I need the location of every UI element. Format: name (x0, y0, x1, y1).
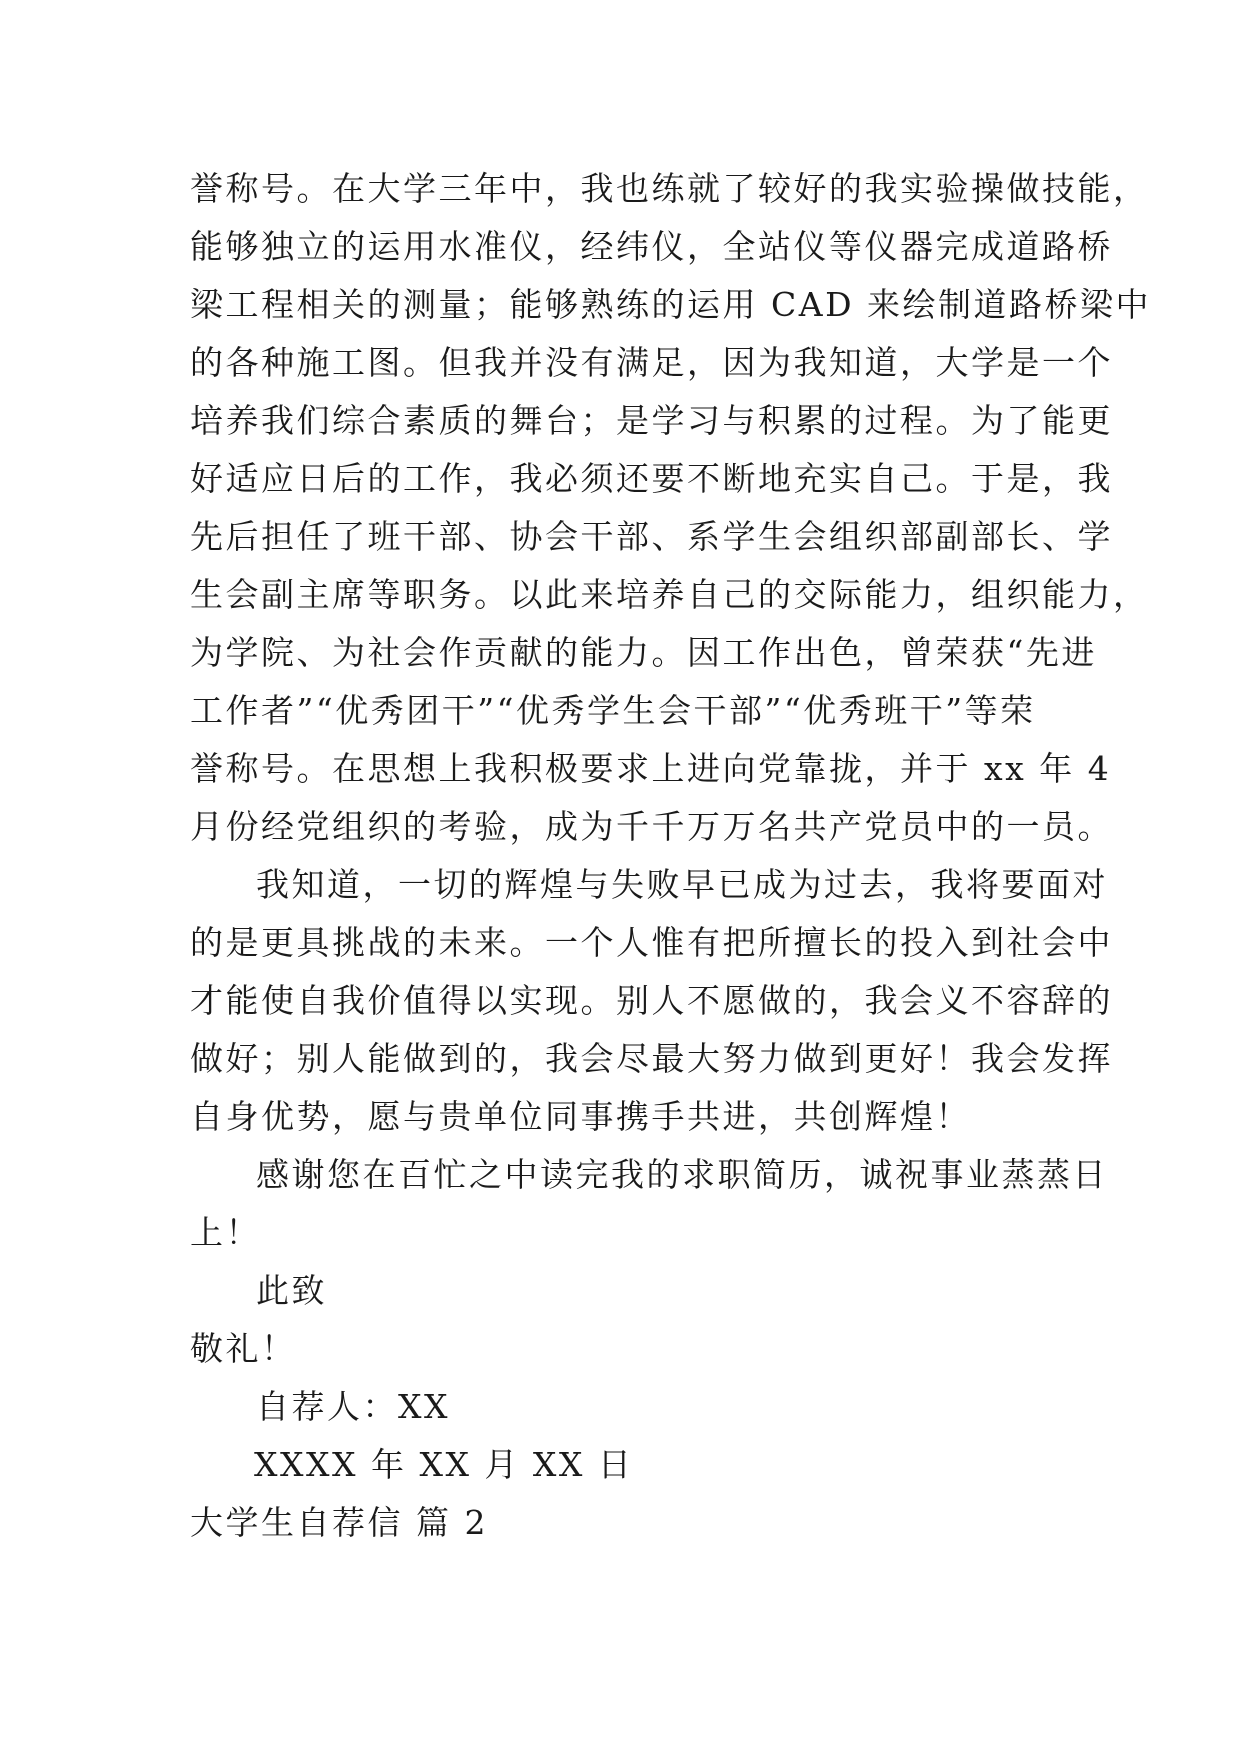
body-line: 能够独立的运用水准仪，经纬仪，全站仪等仪器完成道路桥 (190, 227, 1113, 266)
body-line: 才能使自我价值得以实现。别人不愿做的，我会义不容辞的 (190, 981, 1113, 1020)
body-line: 月份经党组织的考验，成为千千万万名共产党员中的一员。 (190, 807, 1113, 846)
body-line: 的各种施工图。但我并没有满足，因为我知道，大学是一个 (190, 343, 1113, 382)
body-line: 的是更具挑战的未来。一个人惟有把所擅长的投入到社会中 (190, 923, 1113, 962)
body-line: 先后担任了班干部、协会干部、系学生会组织部副部长、学 (190, 517, 1113, 556)
body-line: 为学院、为社会作贡献的能力。因工作出色，曾荣获“先进 (190, 633, 1097, 672)
body-line: 好适应日后的工作，我必须还要不断地充实自己。于是，我 (190, 459, 1113, 498)
paragraph-start-line: 我知道，一切的辉煌与失败早已成为过去，我将要面对 (256, 865, 1108, 904)
closing-salutation: 此致 (256, 1271, 327, 1310)
body-line: 培养我们综合素质的舞台；是学习与积累的过程。为了能更 (190, 401, 1113, 440)
date-line: XXXX 年 XX 月 XX 日 (254, 1445, 634, 1484)
body-line: 工作者”“优秀团干”“优秀学生会干部”“优秀班干”等荣 (190, 691, 1036, 730)
body-line: 生会副主席等职务。以此来培养自己的交际能力，组织能力， (190, 575, 1149, 614)
body-line: 做好；别人能做到的，我会尽最大努力做到更好！我会发挥 (190, 1039, 1113, 1078)
section-heading: 大学生自荐信 篇 2 (190, 1503, 488, 1542)
signature-line: 自荐人：XX (256, 1387, 450, 1426)
body-line: 上！ (190, 1213, 261, 1252)
closing-regards: 敬礼！ (190, 1329, 297, 1368)
body-line: 誉称号。在思想上我积极要求上进向党靠拢，并于 xx 年 4 (190, 749, 1112, 788)
letter-body (190, 160, 1152, 1552)
body-line: 誉称号。在大学三年中，我也练就了较好的我实验操做技能， (190, 169, 1149, 208)
body-line: 梁工程相关的测量；能够熟练的运用 CAD 来绘制道路桥梁中 (190, 285, 1152, 324)
body-line: 自身优势，愿与贵单位同事携手共进，共创辉煌！ (190, 1097, 971, 1136)
paragraph-start-line: 感谢您在百忙之中读完我的求职简历，诚祝事业蒸蒸日 (256, 1155, 1108, 1194)
